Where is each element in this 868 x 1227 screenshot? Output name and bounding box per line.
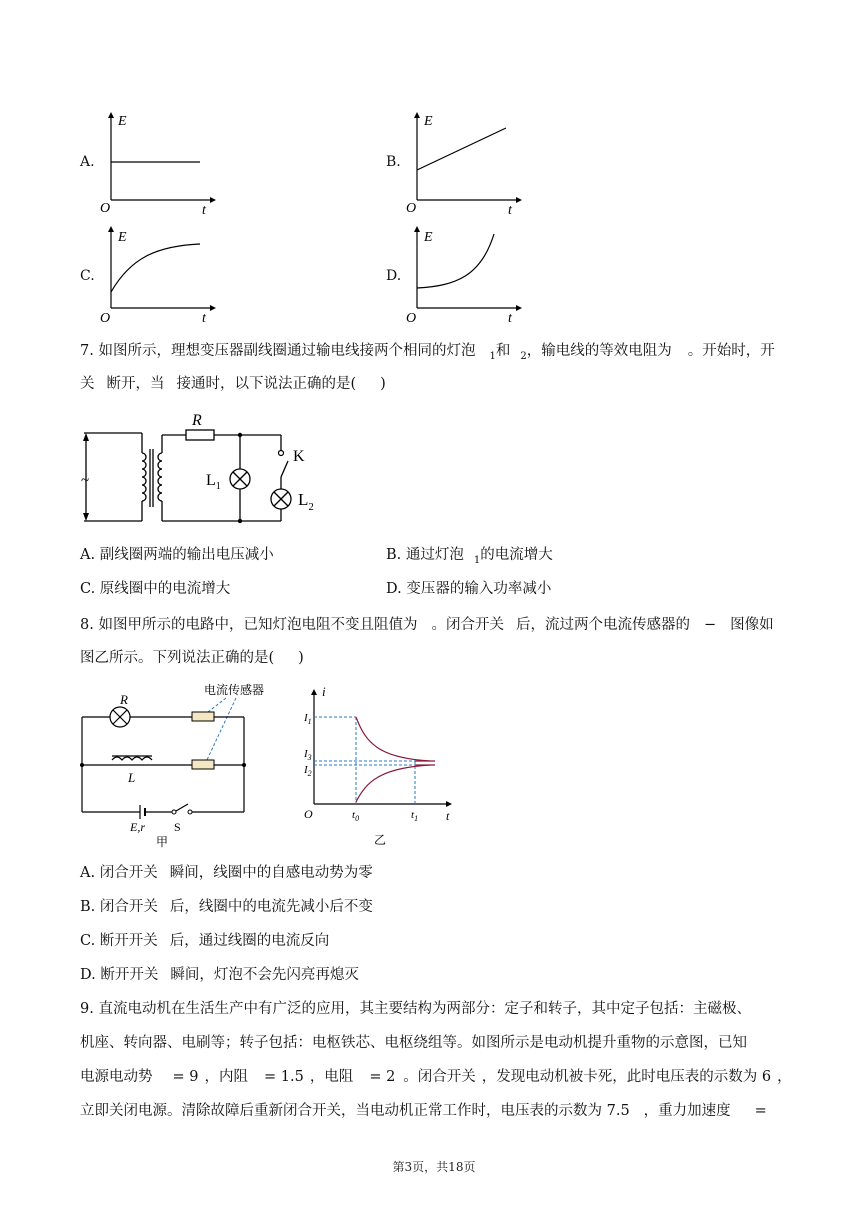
- current-sensor-1: [192, 712, 214, 721]
- graph-d-y-label: E: [424, 230, 433, 245]
- option-a-label: A.: [80, 154, 95, 170]
- graph-b: [386, 110, 526, 215]
- label-i1: $I_1$: [304, 712, 312, 726]
- graph-c-y-label: E: [118, 230, 127, 245]
- switch-s-label: S: [174, 820, 181, 834]
- option-c-label: C.: [80, 268, 95, 284]
- graph-b-curve: [417, 128, 506, 170]
- graph-c-origin: O: [100, 311, 111, 326]
- q9-line3: 电源电动势 = 9 ，内阻 = 1.5 ，电阻 = 2 。闭合开关 ，发现电动机被卡死，此时电压表的示数为 6 ，: [80, 1069, 792, 1085]
- label-t0: $t_0$: [352, 809, 360, 823]
- q8-circuit-diagram: [76, 680, 296, 850]
- q8-option-d[interactable]: D. 断开开关 瞬间，灯泡不会先闪亮再熄灭: [80, 967, 359, 983]
- q8-option-b[interactable]: B. 闭合开关 后，线圈中的电流先减小后不变: [80, 899, 373, 915]
- label-i2: $I_2$: [304, 764, 312, 778]
- inductor-l: [112, 757, 152, 760]
- q8-option-a[interactable]: A. 闭合开关 瞬间，线圈中的自感电动势为零: [80, 865, 373, 881]
- graph-a-y-label: E: [118, 114, 127, 129]
- graph-b-origin: O: [406, 201, 417, 215]
- inductor-l-label: L: [128, 770, 136, 785]
- figure-jia-caption: 甲: [156, 835, 169, 849]
- resistor-r-label: R: [192, 412, 202, 429]
- page-footer: 第3页，共18页: [392, 1160, 476, 1174]
- figure-yi-caption: 乙: [374, 833, 387, 847]
- q8-current-graph: [300, 684, 460, 848]
- q9-line4: 立即关闭电源。清除故障后重新闭合开关，当电动机正常工作时，电压表的示数为 7.5 ，重力加速度 =: [80, 1103, 767, 1119]
- resistor-r: [186, 430, 214, 440]
- lamp-l2-label: $L_2$: [298, 490, 314, 513]
- graph-c: [80, 224, 220, 329]
- q7-option-b[interactable]: B. 通过灯泡 $_1$的电流增大: [386, 547, 553, 566]
- graph-c-x-label: t: [202, 311, 206, 326]
- graph-b-plot: [406, 110, 526, 215]
- q7-option-a[interactable]: A. 副线圈两端的输出电压减小: [80, 547, 274, 563]
- graph-i-label: i: [322, 684, 326, 699]
- graph-a-x-label: t: [202, 203, 206, 215]
- q8-line1: 8. 如图甲所示的电路中，已知灯泡电阻不变且阻值为 。闭合开关 后，流过两个电流传感器的 − 图像如: [80, 617, 774, 633]
- graph-d: [386, 224, 526, 329]
- q9-line1: 9. 直流电动机在生活生产中有广泛的应用，其主要结构为两部分：定子和转子，其中定子包括：主磁极、: [80, 1001, 751, 1017]
- label-t1: $t_1$: [411, 809, 419, 823]
- ac-source-symbol: ~: [81, 473, 90, 489]
- graph-d-origin: O: [406, 311, 417, 326]
- q8-line2: 图乙所示。下列说法正确的是( ): [80, 650, 304, 666]
- graph-c-plot: [100, 224, 220, 329]
- coil-current-curve: [356, 765, 430, 802]
- graph-a: [80, 110, 220, 215]
- current-sensor-label: 电流传感器: [204, 683, 265, 697]
- q7-line2: 关 断开，当 接通时，以下说法正确的是( ): [80, 376, 386, 392]
- graph-t-label: t: [446, 809, 450, 823]
- q8-option-c[interactable]: C. 断开开关 后，通过线圈的电流反向: [80, 933, 330, 949]
- q7-circuit-diagram: [76, 405, 336, 535]
- switch-k-label: K: [293, 448, 305, 465]
- graph-b-x-label: t: [508, 203, 512, 215]
- q9-line2: 机座、转向器、电刷等；转子包括：电枢铁芯、电枢绕组等。如图所示是电动机提升重物的示意图，已知: [80, 1035, 747, 1051]
- graph-d-plot: [406, 224, 526, 329]
- graph-d-x-label: t: [508, 311, 512, 326]
- switch-s: [176, 804, 188, 811]
- source-label: E,r: [130, 820, 145, 834]
- option-d-label: D.: [386, 268, 402, 284]
- graph-origin: O: [304, 807, 313, 821]
- lamp-l1-label: $L_1$: [206, 472, 221, 492]
- q7-line1: 7. 如图所示，理想变压器副线圈通过输电线接两个相同的灯泡 $_1$和 $_2$，输电线的等效电阻为 。开始时，开: [80, 343, 775, 362]
- graph-c-curve: [111, 244, 200, 292]
- graph-a-plot: [100, 110, 220, 215]
- graph-b-y-label: E: [424, 114, 433, 129]
- q7-option-c[interactable]: C. 原线圈中的电流增大: [80, 581, 231, 597]
- option-b-label: B.: [386, 154, 401, 170]
- label-i3: $I_3$: [304, 748, 312, 762]
- current-sensor-2: [192, 760, 214, 769]
- switch-k: [281, 461, 288, 477]
- q7-option-d[interactable]: D. 变压器的输入功率减小: [386, 581, 552, 597]
- lamp-r-label: R: [120, 692, 128, 707]
- graph-a-origin: O: [100, 201, 111, 215]
- lamp-current-curve: [356, 717, 430, 761]
